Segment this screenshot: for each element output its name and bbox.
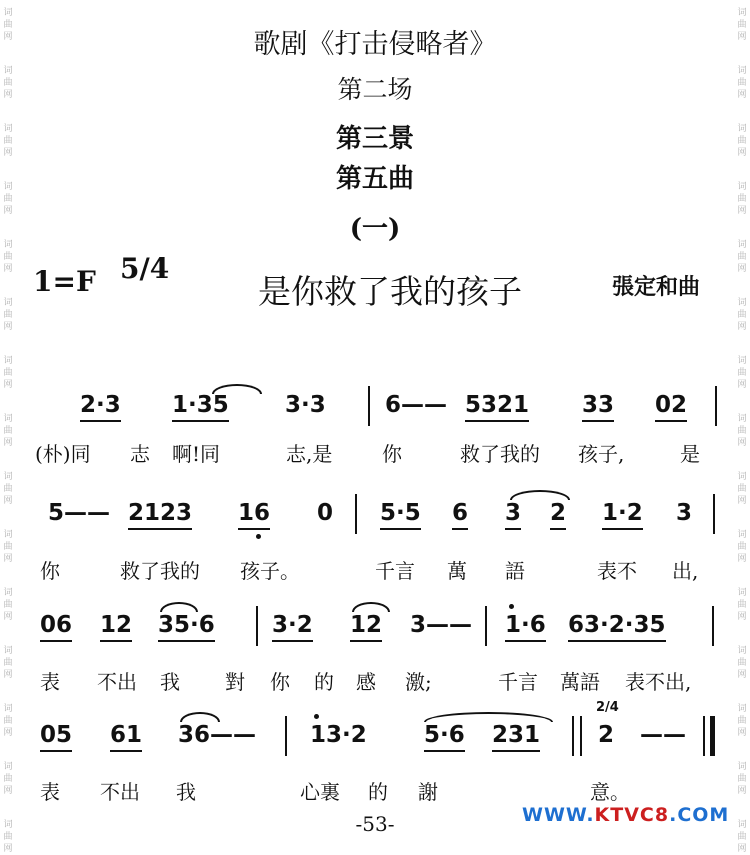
side-watermark-char: 词 <box>3 8 13 18</box>
note-group: 12 <box>350 612 382 642</box>
watermark-part: WWW. <box>522 804 595 826</box>
watermark-part: KTVC8 <box>594 804 670 826</box>
side-watermark-char: 曲 <box>3 252 13 262</box>
lyric: 心裏 <box>300 780 340 804</box>
lyric: 意。 <box>590 780 630 804</box>
side-watermark-char: 网 <box>3 728 13 738</box>
side-watermark-char: 曲 <box>3 78 13 88</box>
note-group: 12 <box>100 612 132 642</box>
note-group: 5·5 <box>380 500 421 530</box>
side-watermark-char: 网 <box>3 90 13 100</box>
lyric: 不出 <box>100 780 140 804</box>
lyric: 萬 <box>447 559 467 583</box>
note-group: 231 <box>492 722 540 752</box>
lyric: 我 <box>176 780 196 804</box>
barline <box>572 716 574 756</box>
side-watermark-char: 词 <box>737 240 747 250</box>
side-watermark-char: 词 <box>737 530 747 540</box>
side-watermark-char: 网 <box>3 612 13 622</box>
barline <box>715 386 717 426</box>
lyric: 感 <box>356 670 376 694</box>
note-group: 05 <box>40 722 72 752</box>
side-watermark-char: 曲 <box>737 600 747 610</box>
watermark-part: .COM <box>669 804 730 826</box>
side-watermark-char: 网 <box>3 380 13 390</box>
note-group: 3 <box>505 500 521 530</box>
note-group: 02 <box>655 392 687 422</box>
side-watermark-char: 网 <box>737 844 747 854</box>
note-group: 63·2·35 <box>568 612 666 642</box>
side-watermark-char: 曲 <box>737 194 747 204</box>
slur <box>424 712 553 722</box>
side-watermark-char: 网 <box>737 148 747 158</box>
lyric: 志 <box>130 442 150 466</box>
side-watermark-char: 网 <box>737 612 747 622</box>
note-group: 5321 <box>465 392 529 422</box>
key-signature: 1=F <box>33 265 96 298</box>
side-watermark-char: 词 <box>737 472 747 482</box>
lyric: 啊!同 <box>172 442 221 466</box>
lyric: 救了我的 <box>460 442 540 466</box>
high-octave-dot <box>314 714 319 719</box>
lyric: 孩子, <box>578 442 625 466</box>
side-watermark-char: 曲 <box>3 484 13 494</box>
lyrics-line-2 <box>0 555 750 585</box>
side-watermark-char: 网 <box>737 206 747 216</box>
side-watermark-char: 网 <box>737 90 747 100</box>
side-watermark-char: 曲 <box>3 136 13 146</box>
side-watermark-char: 网 <box>737 264 747 274</box>
lyric: 激; <box>405 670 432 694</box>
lyric: 救了我的 <box>120 559 200 583</box>
side-watermark-char: 曲 <box>737 426 747 436</box>
lyric: 我 <box>160 670 180 694</box>
slur <box>352 602 390 612</box>
note-group: 6—— <box>385 392 448 418</box>
lyric: 你 <box>382 442 402 466</box>
note-group: 35·6 <box>158 612 215 642</box>
side-watermark-char: 网 <box>3 844 13 854</box>
note-group: 1·35 <box>172 392 229 422</box>
note-group: 16 <box>238 500 270 530</box>
side-watermark-char: 网 <box>3 206 13 216</box>
side-watermark-char: 网 <box>3 148 13 158</box>
act-title: 第二场 <box>337 75 413 104</box>
side-watermark-char: 词 <box>3 762 13 772</box>
side-watermark-char: 网 <box>737 496 747 506</box>
lyrics-line-4 <box>0 776 750 806</box>
side-watermark-char: 曲 <box>737 658 747 668</box>
side-watermark-char: 曲 <box>737 368 747 378</box>
lyric: 表 <box>40 780 60 804</box>
lyric: 表不 <box>597 559 637 583</box>
side-watermark-char: 词 <box>3 704 13 714</box>
side-watermark-char: 词 <box>737 356 747 366</box>
barline <box>485 606 487 646</box>
side-watermark-char: 词 <box>3 820 13 830</box>
score-line-3 <box>0 612 750 657</box>
note-group: 13·2 <box>310 722 367 748</box>
lyric: 的 <box>368 780 388 804</box>
lyric: 千言 <box>375 559 415 583</box>
lyric: 表 <box>40 670 60 694</box>
side-watermark-char: 曲 <box>737 542 747 552</box>
barline <box>713 494 715 534</box>
barline <box>580 716 582 756</box>
lyric: 的 <box>314 670 334 694</box>
lyric: 語 <box>505 559 525 583</box>
side-watermark-char: 网 <box>3 786 13 796</box>
note-group: 3·2 <box>272 612 313 642</box>
scene-title: 第三景 <box>335 124 414 154</box>
barline <box>368 386 370 426</box>
side-watermark-char: 词 <box>3 646 13 656</box>
side-watermark-char: 曲 <box>3 600 13 610</box>
side-watermark-char: 网 <box>3 496 13 506</box>
barline <box>712 606 714 646</box>
side-watermark-char: 曲 <box>3 716 13 726</box>
side-watermark-char: 曲 <box>737 716 747 726</box>
note-group: 3·3 <box>285 392 326 418</box>
slur <box>510 490 570 500</box>
side-watermark-char: 曲 <box>737 136 747 146</box>
side-watermark-char: 网 <box>3 670 13 680</box>
side-watermark-char: 网 <box>3 554 13 564</box>
side-watermark-char: 曲 <box>3 832 13 842</box>
side-watermark-char: 曲 <box>737 310 747 320</box>
side-watermark-char: 曲 <box>3 310 13 320</box>
side-watermark-char: 网 <box>3 264 13 274</box>
final-barline <box>710 716 715 756</box>
barline <box>355 494 357 534</box>
slur <box>160 602 198 612</box>
note-group: 06 <box>40 612 72 642</box>
note-group: 3—— <box>410 612 473 638</box>
note-group: 6 <box>452 500 468 530</box>
side-watermark-char: 曲 <box>3 658 13 668</box>
side-watermark-char: 词 <box>3 66 13 76</box>
note-group: 2 <box>598 722 615 748</box>
note-group: 5—— <box>48 500 111 526</box>
note-group: 2123 <box>128 500 192 530</box>
side-watermark-char: 曲 <box>737 20 747 30</box>
lyrics-line-1 <box>0 438 750 468</box>
side-watermark-char: 词 <box>737 66 747 76</box>
piece-title: 第五曲 <box>335 164 414 194</box>
side-watermark-char: 曲 <box>737 774 747 784</box>
time-change: 2/4 <box>596 700 619 715</box>
side-watermark-char: 网 <box>737 786 747 796</box>
side-watermark-char: 词 <box>3 414 13 424</box>
note-group: 5·6 <box>424 722 465 752</box>
side-watermark-char: 曲 <box>737 832 747 842</box>
part-title: (一) <box>349 214 401 244</box>
side-watermark-char: 网 <box>3 322 13 332</box>
lyric: 志,是 <box>286 442 333 466</box>
side-watermark-char: 词 <box>737 414 747 424</box>
side-watermark-char: 网 <box>737 554 747 564</box>
high-octave-dot <box>509 604 514 609</box>
side-watermark-char: 词 <box>3 588 13 598</box>
side-watermark-char: 网 <box>737 322 747 332</box>
side-watermark-char: 词 <box>3 530 13 540</box>
lyric: 表不出, <box>625 670 692 694</box>
score-line-4 <box>0 700 750 767</box>
lyric: 出, <box>672 559 699 583</box>
note-group: 33 <box>582 392 614 422</box>
note-group: 0 <box>317 500 334 526</box>
lyric: 對 <box>225 670 245 694</box>
note-group: 1·6 <box>505 612 546 642</box>
side-watermark-char: 曲 <box>3 368 13 378</box>
slur <box>212 384 262 394</box>
note-group: —— <box>640 722 686 748</box>
side-watermark-char: 曲 <box>737 78 747 88</box>
side-watermark-char: 网 <box>3 438 13 448</box>
time-signature: 5/4 <box>120 252 170 285</box>
side-watermark-char: 曲 <box>3 542 13 552</box>
lyric: 千言 <box>498 670 538 694</box>
song-title: 是你救了我的孩子 <box>258 272 522 311</box>
side-watermark-char: 词 <box>737 8 747 18</box>
side-watermark-char: 词 <box>737 762 747 772</box>
slur <box>180 712 220 722</box>
note-group: 1·2 <box>602 500 643 530</box>
barline <box>285 716 287 756</box>
score-line-2 <box>0 500 750 545</box>
opera-title: 歌剧《打击侵略者》 <box>253 29 497 60</box>
lyrics-line-3 <box>0 666 750 696</box>
note-group: 3 <box>676 500 693 526</box>
lyric: 是 <box>680 442 700 466</box>
side-watermark-char: 网 <box>737 32 747 42</box>
side-watermark-char: 网 <box>3 32 13 42</box>
side-watermark-char: 词 <box>3 472 13 482</box>
lyric: 你 <box>270 670 290 694</box>
side-watermark-char: 词 <box>737 704 747 714</box>
page-number: -53- <box>355 812 395 836</box>
lyric: 你 <box>40 559 60 583</box>
side-watermark-char: 曲 <box>3 426 13 436</box>
score-line-1 <box>0 392 750 437</box>
note-group: 61 <box>110 722 142 752</box>
side-watermark-char: 词 <box>3 182 13 192</box>
side-watermark-char: 网 <box>737 380 747 390</box>
side-watermark-char: 网 <box>737 728 747 738</box>
site-watermark <box>522 804 729 826</box>
side-watermark-char: 曲 <box>3 20 13 30</box>
side-watermark-char: 词 <box>737 588 747 598</box>
side-watermark-char: 网 <box>737 438 747 448</box>
side-watermark-char: 词 <box>737 124 747 134</box>
side-watermark-char: 词 <box>3 298 13 308</box>
side-watermark-char: 词 <box>737 298 747 308</box>
low-octave-dot <box>256 534 261 539</box>
lyric: 不出 <box>97 670 137 694</box>
side-watermark-char: 词 <box>737 820 747 830</box>
side-watermark-char: 词 <box>3 356 13 366</box>
note-group: 36—— <box>178 722 257 748</box>
side-watermark-char: 曲 <box>3 774 13 784</box>
note-group: 2·3 <box>80 392 121 422</box>
side-watermark-char: 曲 <box>737 252 747 262</box>
lyric: 孩子。 <box>240 559 300 583</box>
composer: 張定和曲 <box>612 274 701 300</box>
side-watermark-char: 词 <box>3 240 13 250</box>
lyric: 謝 <box>418 780 438 804</box>
side-watermark-char: 词 <box>3 124 13 134</box>
side-watermark-char: 词 <box>737 182 747 192</box>
barline <box>703 716 705 756</box>
side-watermark-char: 网 <box>737 670 747 680</box>
lyric: 萬語 <box>560 670 600 694</box>
lyric: (朴)同 <box>35 442 91 466</box>
note-group: 2 <box>550 500 566 530</box>
side-watermark-char: 曲 <box>737 484 747 494</box>
side-watermark-char: 曲 <box>3 194 13 204</box>
barline <box>256 606 258 646</box>
side-watermark-char: 词 <box>737 646 747 656</box>
